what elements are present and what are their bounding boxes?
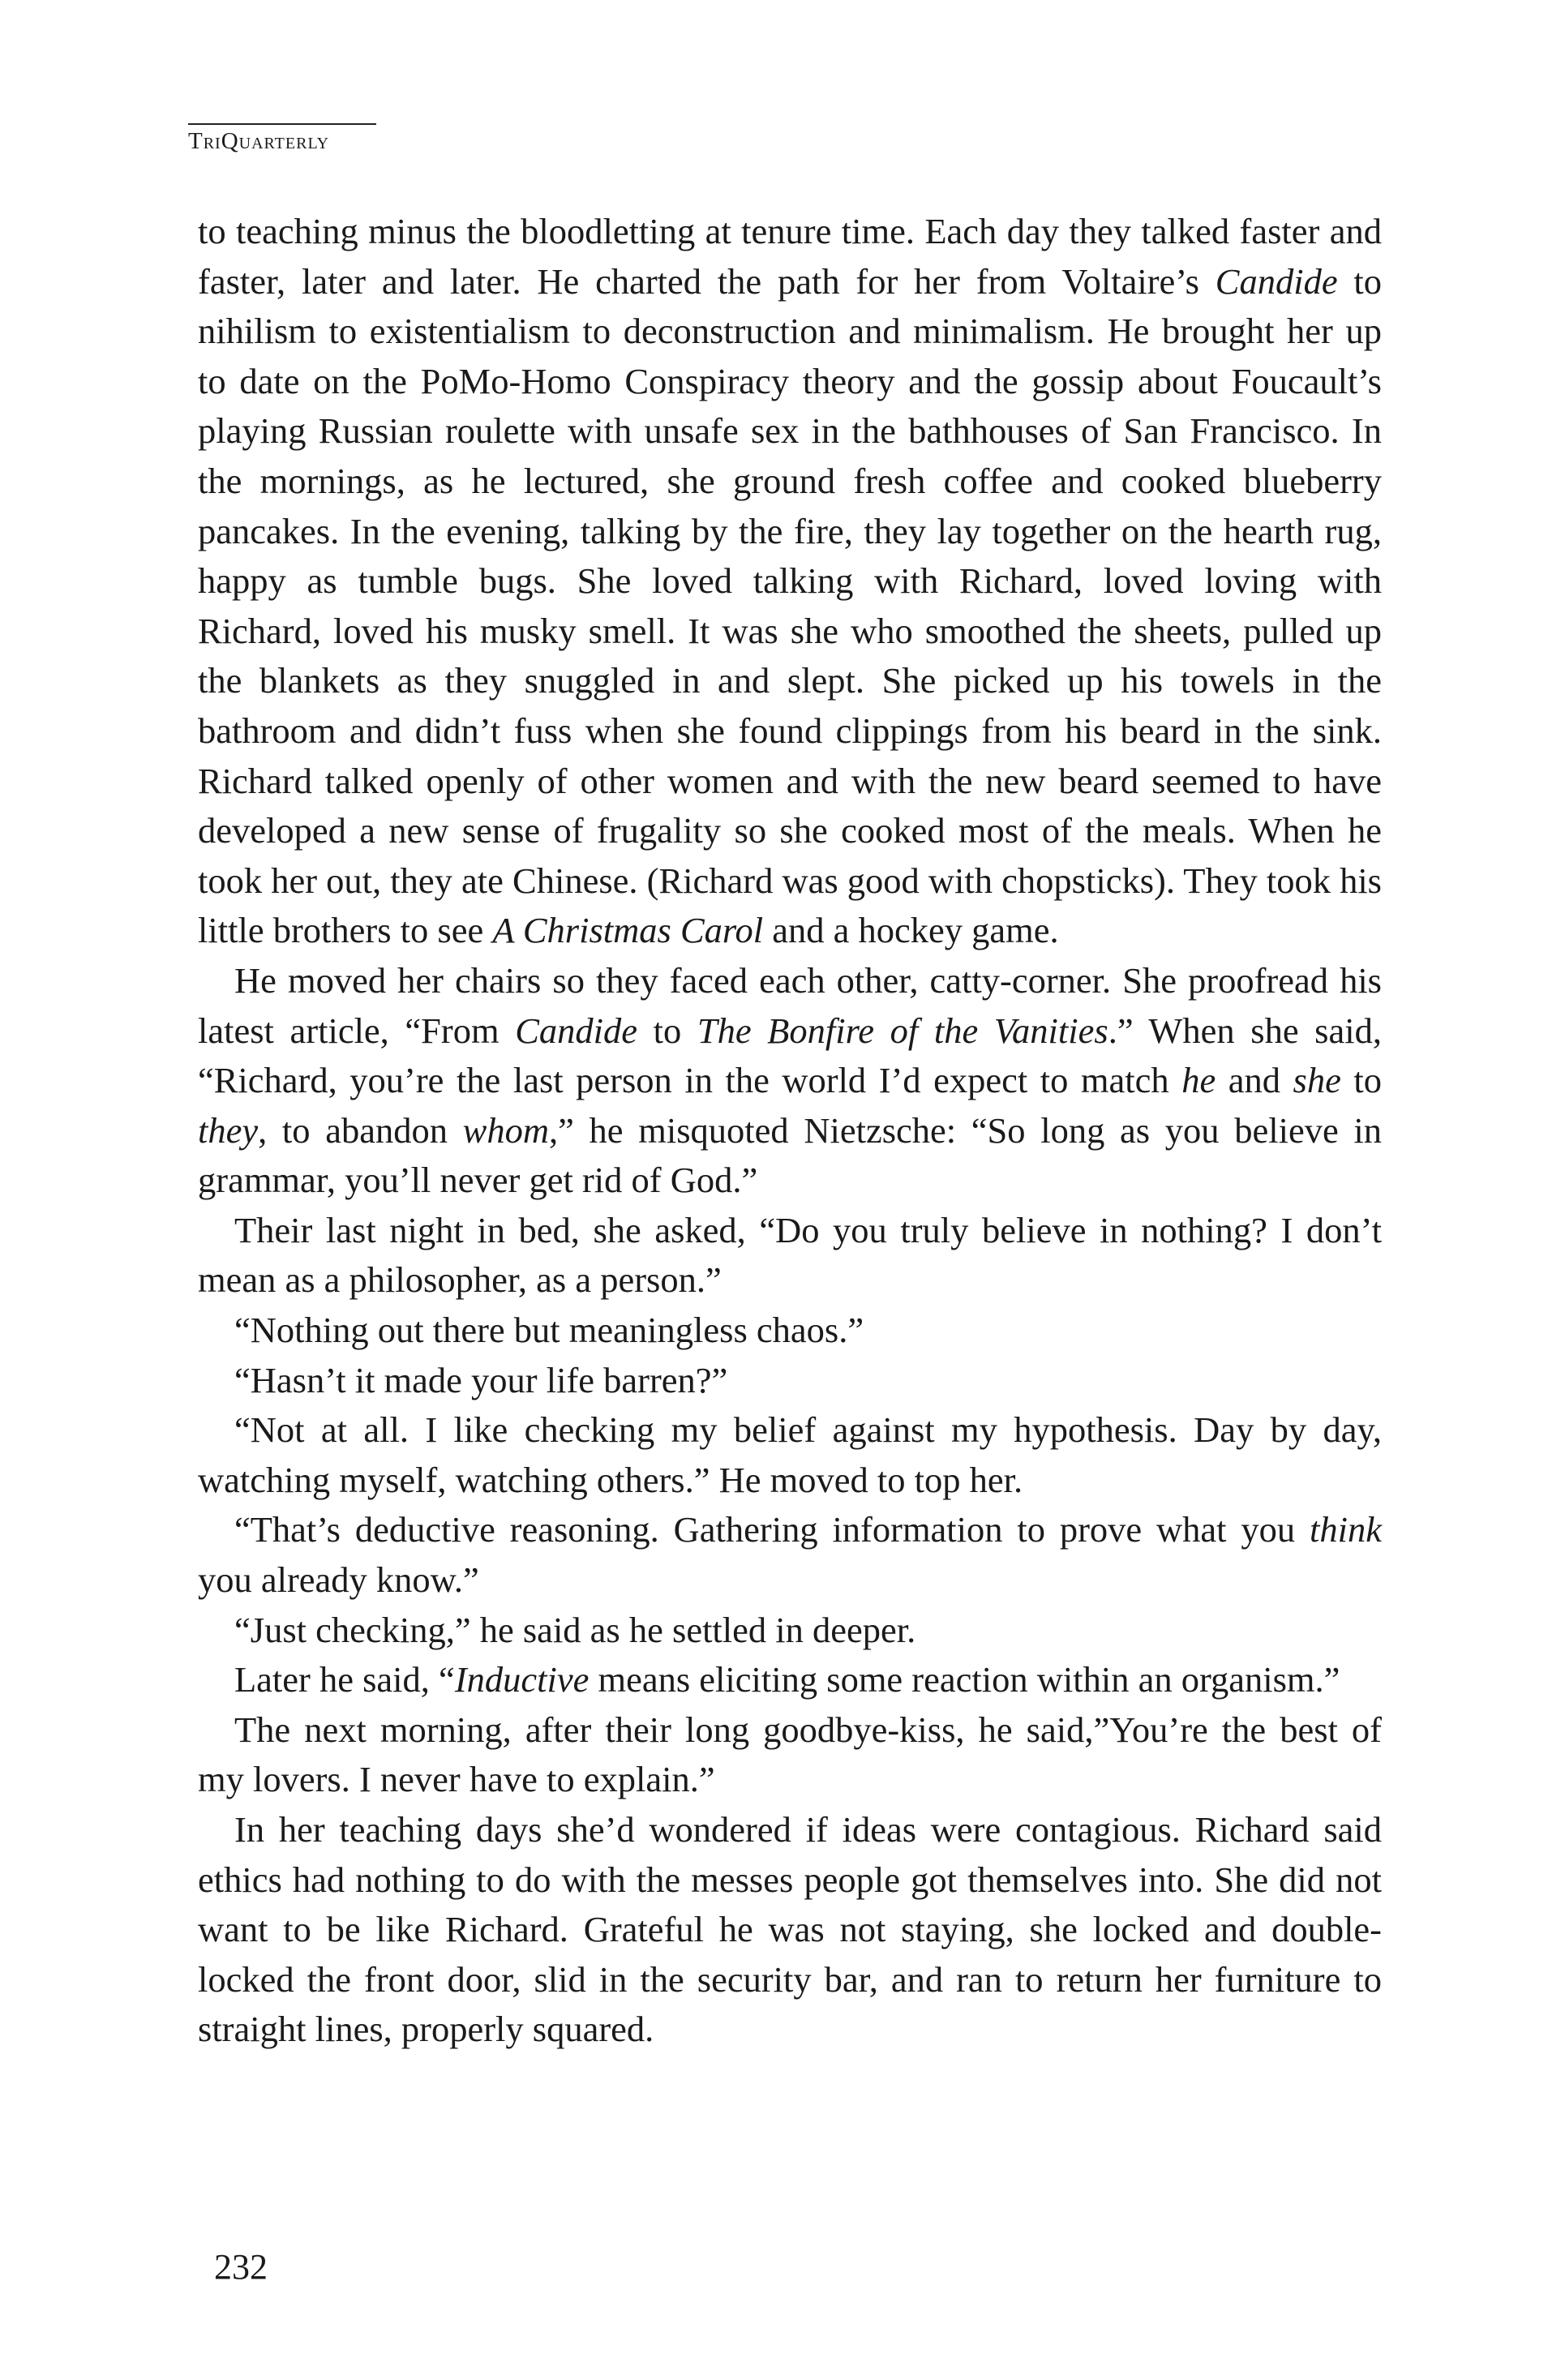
text-run: to nihilism to existentialism to deconstruction and minimalism. He brought her up to date on the PoMo-Homo Conspiracy theory and the gossip about Foucault’s playing Russian roulette with unsafe sex in the bathhouses of San Francisco. In the mornings, as he lectured, she ground fresh coffee and cooked blueberry pancakes. In the evening, talking by the fire, they lay together on the hearth rug, happy as tumble bugs. She loved talking with Richard, loved loving with Richard, loved his musky smell. It was she who smoothed the sheets, pulled up the blankets as they snuggled in and slept. She picked up his towels in the bathroom and didn’t fuss when she found clippings from his beard in the sink. Richard talked openly of other women and with the new beard seemed to have developed a new sense of frugality so she cooked most of the meals. When he took her out, they ate Chinese. (Richard was good with chopsticks). They took his little brothers to see <box>198 260 1383 951</box>
text-run: ,” he misquoted Nietzsche: “So long as you believe in grammar, you’ll never get rid of God.” <box>198 1109 1382 1201</box>
text-run: means eliciting some reaction within an organism.” <box>589 1659 1340 1700</box>
paragraph <box>198 1805 1382 2055</box>
paragraph <box>198 1505 1382 1605</box>
text-run: “Just checking,” he said as he settled in deeper. <box>234 1609 916 1650</box>
italic-text: think <box>1310 1509 1382 1550</box>
text-run: In her teaching days she’d wondered if ideas were contagious. Richard said ethics had nothing to do with the messes people got themselves into. She did not want to be like Richard. Grateful he was not staying, she locked and double-locked the front door, slid in the security bar, and ran to return her furniture to straight lines, properly squared. <box>198 1809 1382 2050</box>
italic-text: she <box>1293 1060 1341 1101</box>
paragraph <box>198 1655 1382 1705</box>
text-run: Their last night in bed, she asked, “Do you truly believe in nothing? I don’t mean as a philosopher, as a person.” <box>198 1209 1382 1301</box>
running-head-text: TriQuarterly <box>188 128 330 154</box>
text-run: to <box>637 1010 697 1051</box>
italic-text: A Christmas Carol <box>492 910 764 951</box>
paragraph <box>198 1606 1382 1656</box>
text-run: and <box>1216 1060 1293 1101</box>
text-run: “Hasn’t it made your life barren?” <box>234 1359 728 1400</box>
paragraph <box>198 1206 1382 1306</box>
paragraph <box>198 207 1382 956</box>
paragraph <box>198 1356 1382 1406</box>
italic-text: The Bonfire of the Vanities <box>697 1010 1108 1051</box>
paragraph <box>198 1705 1382 1805</box>
italic-text: whom <box>462 1109 549 1151</box>
text-run: “Nothing out there but meaningless chaos.” <box>234 1310 864 1351</box>
italic-text: they <box>198 1109 259 1151</box>
text-run: , to abandon <box>258 1109 463 1151</box>
text-run: Later he said, “ <box>234 1659 455 1700</box>
running-head <box>188 123 376 155</box>
text-run: He moved her chairs so they faced each other, catty-corner. She proofread his latest article, “From <box>198 959 1382 1051</box>
page-number: 232 <box>214 2247 268 2287</box>
text-run: you already know.” <box>198 1559 479 1601</box>
text-run: and a hockey game. <box>763 910 1059 951</box>
italic-text: Candide <box>1215 260 1338 302</box>
text-run: “Not at all. I like checking my belief against my hypothesis. Day by day, watching myself, watching others.” He moved to top her. <box>198 1409 1382 1500</box>
text-run: The next morning, after their long goodbye-kiss, he said,”You’re the best of my lovers. I never have to explain.” <box>198 1709 1382 1800</box>
paragraph <box>198 1405 1382 1505</box>
italic-text: Inductive <box>454 1659 590 1700</box>
text-run: “That’s deductive reasoning. Gathering information to prove what you <box>234 1509 1310 1550</box>
text-run: .” When she said, “Richard, you’re the last person in the world I’d expect to match <box>198 1010 1382 1101</box>
text-run: to <box>1340 1060 1382 1101</box>
paragraph <box>198 956 1382 1206</box>
italic-text: Candide <box>515 1010 637 1051</box>
body-text <box>198 207 1382 2055</box>
text-run: to teaching minus the bloodletting at tenure time. Each day they talked faster and faster, later and later. He charted the path for her from Voltaire’s <box>198 211 1382 302</box>
paragraph <box>198 1306 1382 1356</box>
italic-text: he <box>1181 1060 1216 1101</box>
